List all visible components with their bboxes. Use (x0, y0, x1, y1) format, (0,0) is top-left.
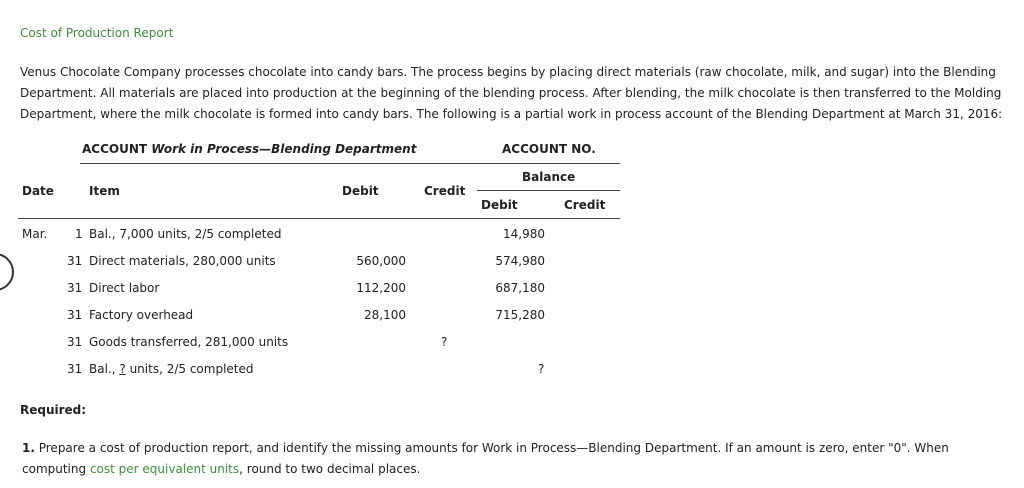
unknown-units: ? (119, 362, 126, 376)
row-debit: 560,000 (356, 254, 406, 268)
problem-paragraph: Venus Chocolate Company processes chocolate into candy bars. The process begins by placing direct materials (raw chocolate, milk, and sugar) into the Blending Department. All materials are placed into production at the beginning of the blending process. After blending, the milk chocolate is then transferred to the Molding Department, where the milk chocolate is formed into candy bars. The following is a partial work in process account of the Blending Department at March 31, 2016: (20, 65, 1003, 121)
account-name: Work in Process—Blending Department (151, 142, 417, 156)
col-balance-credit: Credit (564, 198, 606, 212)
column-header-rule (18, 218, 620, 219)
instruction-text: 1. Prepare a cost of production report, and identify the missing amounts for Work in Process—Blending Department. If an amount is zero, enter "0". When computing cost per equivalent units, round to two decimal places. (22, 441, 949, 476)
account-header-rule (80, 163, 620, 164)
cost-per-equivalent-units-link[interactable]: cost per equivalent units (89, 462, 240, 476)
balance-rule (477, 190, 620, 191)
row-balance-debit: 574,980 (495, 254, 545, 268)
col-debit: Debit (342, 184, 379, 198)
row-day: 31 (67, 335, 83, 349)
row-day: 31 (67, 362, 83, 376)
row-day: 31 (67, 254, 83, 268)
row-item: Goods transferred, 281,000 units (89, 335, 289, 349)
row-balance-debit-unknown: ? (538, 362, 545, 376)
row-day: 31 (67, 281, 83, 295)
account-label: ACCOUNT Work in Process—Blending Department (82, 142, 417, 156)
row-balance-debit: 715,280 (495, 308, 545, 322)
col-balance-debit: Debit (481, 198, 518, 212)
row-balance-debit: 687,180 (495, 281, 545, 295)
account-no-label: ACCOUNT NO. (502, 142, 596, 156)
col-date: Date (22, 184, 54, 198)
row-item: Bal., ? units, 2/5 completed (89, 362, 254, 376)
row-item: Factory overhead (89, 308, 194, 322)
row-item: Bal., 7,000 units, 2/5 completed (89, 227, 282, 241)
row-month: Mar. (22, 227, 48, 241)
row-day: 1 (75, 227, 83, 241)
row-debit: 112,200 (356, 281, 406, 295)
row-debit: 28,100 (364, 308, 406, 322)
col-item: Item (89, 184, 120, 198)
col-balance: Balance (522, 170, 576, 184)
col-credit: Credit (424, 184, 466, 198)
row-balance-debit: 14,980 (503, 227, 545, 241)
required-label: Required: (20, 403, 87, 417)
row-item: Direct materials, 280,000 units (89, 254, 276, 268)
row-day: 31 (67, 308, 83, 322)
page-title: Cost of Production Report (20, 26, 174, 40)
row-item: Direct labor (89, 281, 160, 295)
partial-circle-decoration (0, 253, 14, 291)
row-credit-unknown: ? (441, 335, 448, 349)
